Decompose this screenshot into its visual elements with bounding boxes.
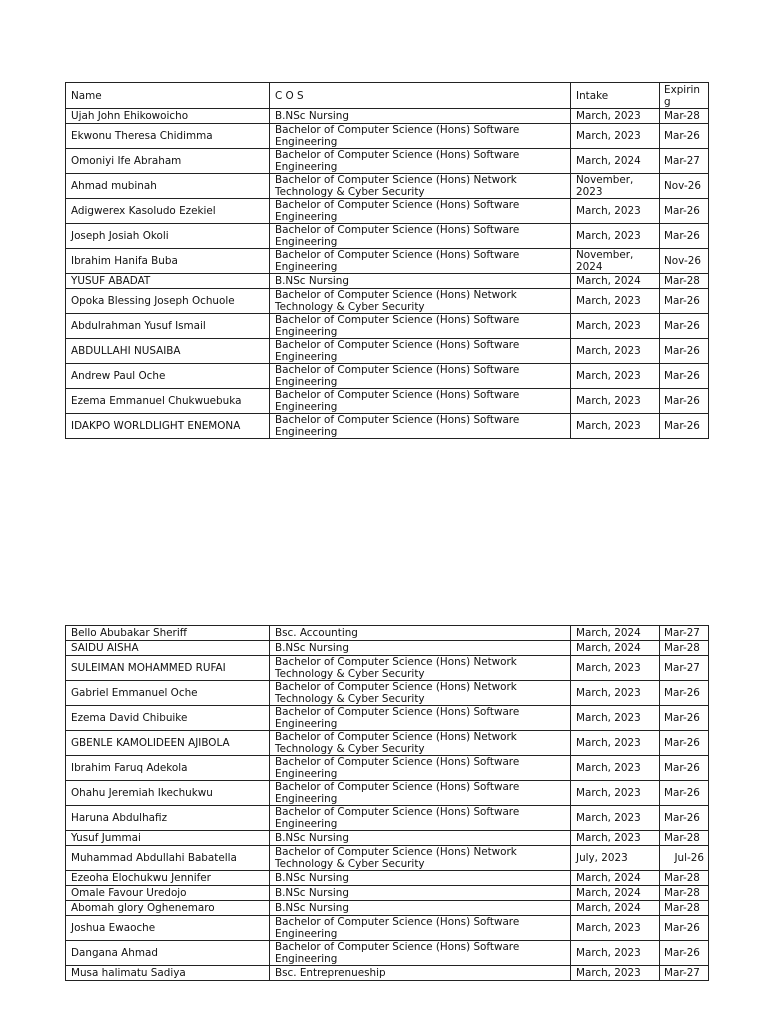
table-row	[66, 174, 709, 199]
cell-name: Omoniyi Ife Abraham	[66, 149, 270, 174]
cell-intake: March, 2023	[571, 364, 660, 389]
cell-cos: Bachelor of Computer Science (Hons) Network Technology & Cyber Security	[270, 681, 571, 706]
cell-cos: B.NSc Nursing	[270, 871, 571, 886]
cell-cos: B.NSc Nursing	[270, 641, 571, 656]
cell-expiring: Mar-26	[660, 289, 709, 314]
cell-cos: Bachelor of Computer Science (Hons) Software Engineering	[270, 314, 571, 339]
cell-intake: March, 2024	[571, 641, 660, 656]
cell-name: SULEIMAN MOHAMMED RUFAI	[66, 656, 270, 681]
cell-expiring: Mar-28	[660, 109, 709, 124]
cell-expiring: Jul-26	[660, 846, 709, 871]
cell-name: Muhammad Abdullahi Babatella	[66, 846, 270, 871]
table-row	[66, 846, 709, 871]
table-row	[66, 289, 709, 314]
cell-intake: November, 2023	[571, 174, 660, 199]
cell-intake: March, 2024	[571, 626, 660, 641]
cell-intake: March, 2023	[571, 916, 660, 941]
cell-cos: Bachelor of Computer Science (Hons) Software Engineering	[270, 706, 571, 731]
cell-name: Ibrahim Hanifa Buba	[66, 249, 270, 274]
cell-name: IDAKPO WORLDLIGHT ENEMONA	[66, 414, 270, 439]
cell-expiring: Mar-26	[660, 389, 709, 414]
cell-expiring: Mar-27	[660, 656, 709, 681]
cell-intake: March, 2023	[571, 781, 660, 806]
student-table-1	[65, 82, 709, 439]
cell-name: Ohahu Jeremiah Ikechukwu	[66, 781, 270, 806]
table-row	[66, 656, 709, 681]
cell-expiring: Mar-26	[660, 731, 709, 756]
table-row	[66, 389, 709, 414]
cell-intake: March, 2023	[571, 199, 660, 224]
cell-expiring: Mar-26	[660, 414, 709, 439]
student-table-2	[65, 625, 709, 981]
table-row	[66, 941, 709, 966]
cell-intake: July, 2023	[571, 846, 660, 871]
cell-expiring: Mar-26	[660, 681, 709, 706]
cell-expiring: Mar-28	[660, 901, 709, 916]
cell-name: YUSUF ABADAT	[66, 274, 270, 289]
table-row	[66, 916, 709, 941]
cell-cos: Bachelor of Computer Science (Hons) Network Technology & Cyber Security	[270, 656, 571, 681]
cell-name: Joseph Josiah Okoli	[66, 224, 270, 249]
cell-cos: Bachelor of Computer Science (Hons) Software Engineering	[270, 249, 571, 274]
cell-name: Ibrahim Faruq Adekola	[66, 756, 270, 781]
cell-name: GBENLE KAMOLIDEEN AJIBOLA	[66, 731, 270, 756]
table-row	[66, 806, 709, 831]
table-row	[66, 706, 709, 731]
cell-name: Adigwerex Kasoludo Ezekiel	[66, 199, 270, 224]
cell-cos: Bachelor of Computer Science (Hons) Software Engineering	[270, 364, 571, 389]
cell-intake: March, 2024	[571, 901, 660, 916]
table-row	[66, 781, 709, 806]
cell-expiring: Mar-27	[660, 626, 709, 641]
cell-expiring: Nov-26	[660, 249, 709, 274]
cell-expiring: Mar-26	[660, 916, 709, 941]
cell-name: Omale Favour Uredojo	[66, 886, 270, 901]
cell-name: Opoka Blessing Joseph Ochuole	[66, 289, 270, 314]
cell-cos: B.NSc Nursing	[270, 274, 571, 289]
cell-intake: March, 2024	[571, 886, 660, 901]
cell-name: Yusuf Jummai	[66, 831, 270, 846]
table-row	[66, 756, 709, 781]
cell-cos: Bachelor of Computer Science (Hons) Network Technology & Cyber Security	[270, 174, 571, 199]
cell-cos: B.NSc Nursing	[270, 901, 571, 916]
cell-intake: March, 2023	[571, 339, 660, 364]
cell-name: Ahmad mubinah	[66, 174, 270, 199]
cell-expiring: Nov-26	[660, 174, 709, 199]
table-row	[66, 224, 709, 249]
cell-expiring: Mar-28	[660, 886, 709, 901]
cell-cos: Bachelor of Computer Science (Hons) Software Engineering	[270, 339, 571, 364]
cell-expiring: Mar-26	[660, 224, 709, 249]
cell-name: Abdulrahman Yusuf Ismail	[66, 314, 270, 339]
cell-cos: Bachelor of Computer Science (Hons) Software Engineering	[270, 199, 571, 224]
cell-intake: March, 2023	[571, 109, 660, 124]
cell-expiring: Mar-26	[660, 781, 709, 806]
header-name: Name	[66, 83, 270, 109]
table-row	[66, 274, 709, 289]
cell-cos: Bachelor of Computer Science (Hons) Software Engineering	[270, 941, 571, 966]
table-row	[66, 886, 709, 901]
cell-expiring: Mar-26	[660, 199, 709, 224]
cell-cos: Bachelor of Computer Science (Hons) Software Engineering	[270, 806, 571, 831]
cell-expiring: Mar-28	[660, 641, 709, 656]
cell-name: Musa halimatu Sadiya	[66, 966, 270, 981]
cell-intake: March, 2023	[571, 224, 660, 249]
table-row	[66, 901, 709, 916]
table-header-row	[66, 83, 709, 109]
cell-intake: March, 2023	[571, 941, 660, 966]
cell-intake: March, 2023	[571, 414, 660, 439]
cell-cos: B.NSc Nursing	[270, 831, 571, 846]
cell-cos: Bachelor of Computer Science (Hons) Software Engineering	[270, 756, 571, 781]
cell-cos: B.NSc Nursing	[270, 109, 571, 124]
cell-expiring: Mar-28	[660, 274, 709, 289]
cell-expiring: Mar-27	[660, 149, 709, 174]
cell-cos: Bachelor of Computer Science (Hons) Software Engineering	[270, 149, 571, 174]
table-row	[66, 314, 709, 339]
cell-expiring: Mar-26	[660, 941, 709, 966]
cell-intake: March, 2023	[571, 289, 660, 314]
cell-cos: Bachelor of Computer Science (Hons) Network Technology & Cyber Security	[270, 289, 571, 314]
cell-intake: March, 2023	[571, 389, 660, 414]
table-row	[66, 871, 709, 886]
cell-intake: March, 2023	[571, 314, 660, 339]
cell-intake: March, 2023	[571, 731, 660, 756]
cell-intake: March, 2023	[571, 806, 660, 831]
cell-intake: March, 2023	[571, 966, 660, 981]
cell-expiring: Mar-26	[660, 124, 709, 149]
cell-expiring: Mar-26	[660, 756, 709, 781]
cell-name: Andrew Paul Oche	[66, 364, 270, 389]
table-row	[66, 364, 709, 389]
cell-cos: Bachelor of Computer Science (Hons) Software Engineering	[270, 389, 571, 414]
cell-expiring: Mar-26	[660, 364, 709, 389]
header-intake: Intake	[571, 83, 660, 109]
table-row	[66, 339, 709, 364]
header-cos: C O S	[270, 83, 571, 109]
table-row	[66, 626, 709, 641]
cell-cos: Bsc. Accounting	[270, 626, 571, 641]
cell-cos: Bachelor of Computer Science (Hons) Software Engineering	[270, 414, 571, 439]
cell-name: Ezema Emmanuel Chukwuebuka	[66, 389, 270, 414]
cell-expiring: Mar-26	[660, 806, 709, 831]
table-row	[66, 199, 709, 224]
cell-name: Joshua Ewaoche	[66, 916, 270, 941]
table-row	[66, 641, 709, 656]
cell-intake: March, 2024	[571, 871, 660, 886]
cell-intake: March, 2024	[571, 274, 660, 289]
table-row	[66, 731, 709, 756]
cell-intake: March, 2023	[571, 656, 660, 681]
table-row	[66, 249, 709, 274]
cell-intake: November, 2024	[571, 249, 660, 274]
table-row	[66, 149, 709, 174]
cell-name: Abomah glory Oghenemaro	[66, 901, 270, 916]
table-row	[66, 966, 709, 981]
cell-intake: March, 2023	[571, 124, 660, 149]
cell-cos: B.NSc Nursing	[270, 886, 571, 901]
cell-name: Haruna Abdulhafiz	[66, 806, 270, 831]
cell-expiring: Mar-26	[660, 314, 709, 339]
table-row	[66, 681, 709, 706]
cell-cos: Bachelor of Computer Science (Hons) Network Technology & Cyber Security	[270, 731, 571, 756]
cell-name: Dangana Ahmad	[66, 941, 270, 966]
cell-cos: Bachelor of Computer Science (Hons) Network Technology & Cyber Security	[270, 846, 571, 871]
cell-cos: Bachelor of Computer Science (Hons) Software Engineering	[270, 781, 571, 806]
table-row	[66, 124, 709, 149]
cell-cos: Bachelor of Computer Science (Hons) Software Engineering	[270, 124, 571, 149]
table-row	[66, 414, 709, 439]
cell-expiring: Mar-26	[660, 706, 709, 731]
header-expiring: Expiring	[660, 83, 709, 109]
cell-intake: March, 2023	[571, 756, 660, 781]
cell-name: Ujah John Ehikowoicho	[66, 109, 270, 124]
table-row	[66, 831, 709, 846]
cell-expiring: Mar-27	[660, 966, 709, 981]
cell-name: ABDULLAHI NUSAIBA	[66, 339, 270, 364]
cell-name: Ezema David Chibuike	[66, 706, 270, 731]
cell-name: Bello Abubakar Sheriff	[66, 626, 270, 641]
cell-intake: March, 2023	[571, 831, 660, 846]
table-row	[66, 109, 709, 124]
cell-cos: Bachelor of Computer Science (Hons) Software Engineering	[270, 916, 571, 941]
cell-intake: March, 2023	[571, 706, 660, 731]
cell-cos: Bsc. Entreprenueship	[270, 966, 571, 981]
cell-intake: March, 2023	[571, 681, 660, 706]
cell-expiring: Mar-28	[660, 871, 709, 886]
cell-name: Ezeoha Elochukwu Jennifer	[66, 871, 270, 886]
cell-name: SAIDU AISHA	[66, 641, 270, 656]
cell-expiring: Mar-28	[660, 831, 709, 846]
cell-cos: Bachelor of Computer Science (Hons) Software Engineering	[270, 224, 571, 249]
cell-expiring: Mar-26	[660, 339, 709, 364]
cell-intake: March, 2024	[571, 149, 660, 174]
cell-name: Gabriel Emmanuel Oche	[66, 681, 270, 706]
cell-name: Ekwonu Theresa Chidimma	[66, 124, 270, 149]
